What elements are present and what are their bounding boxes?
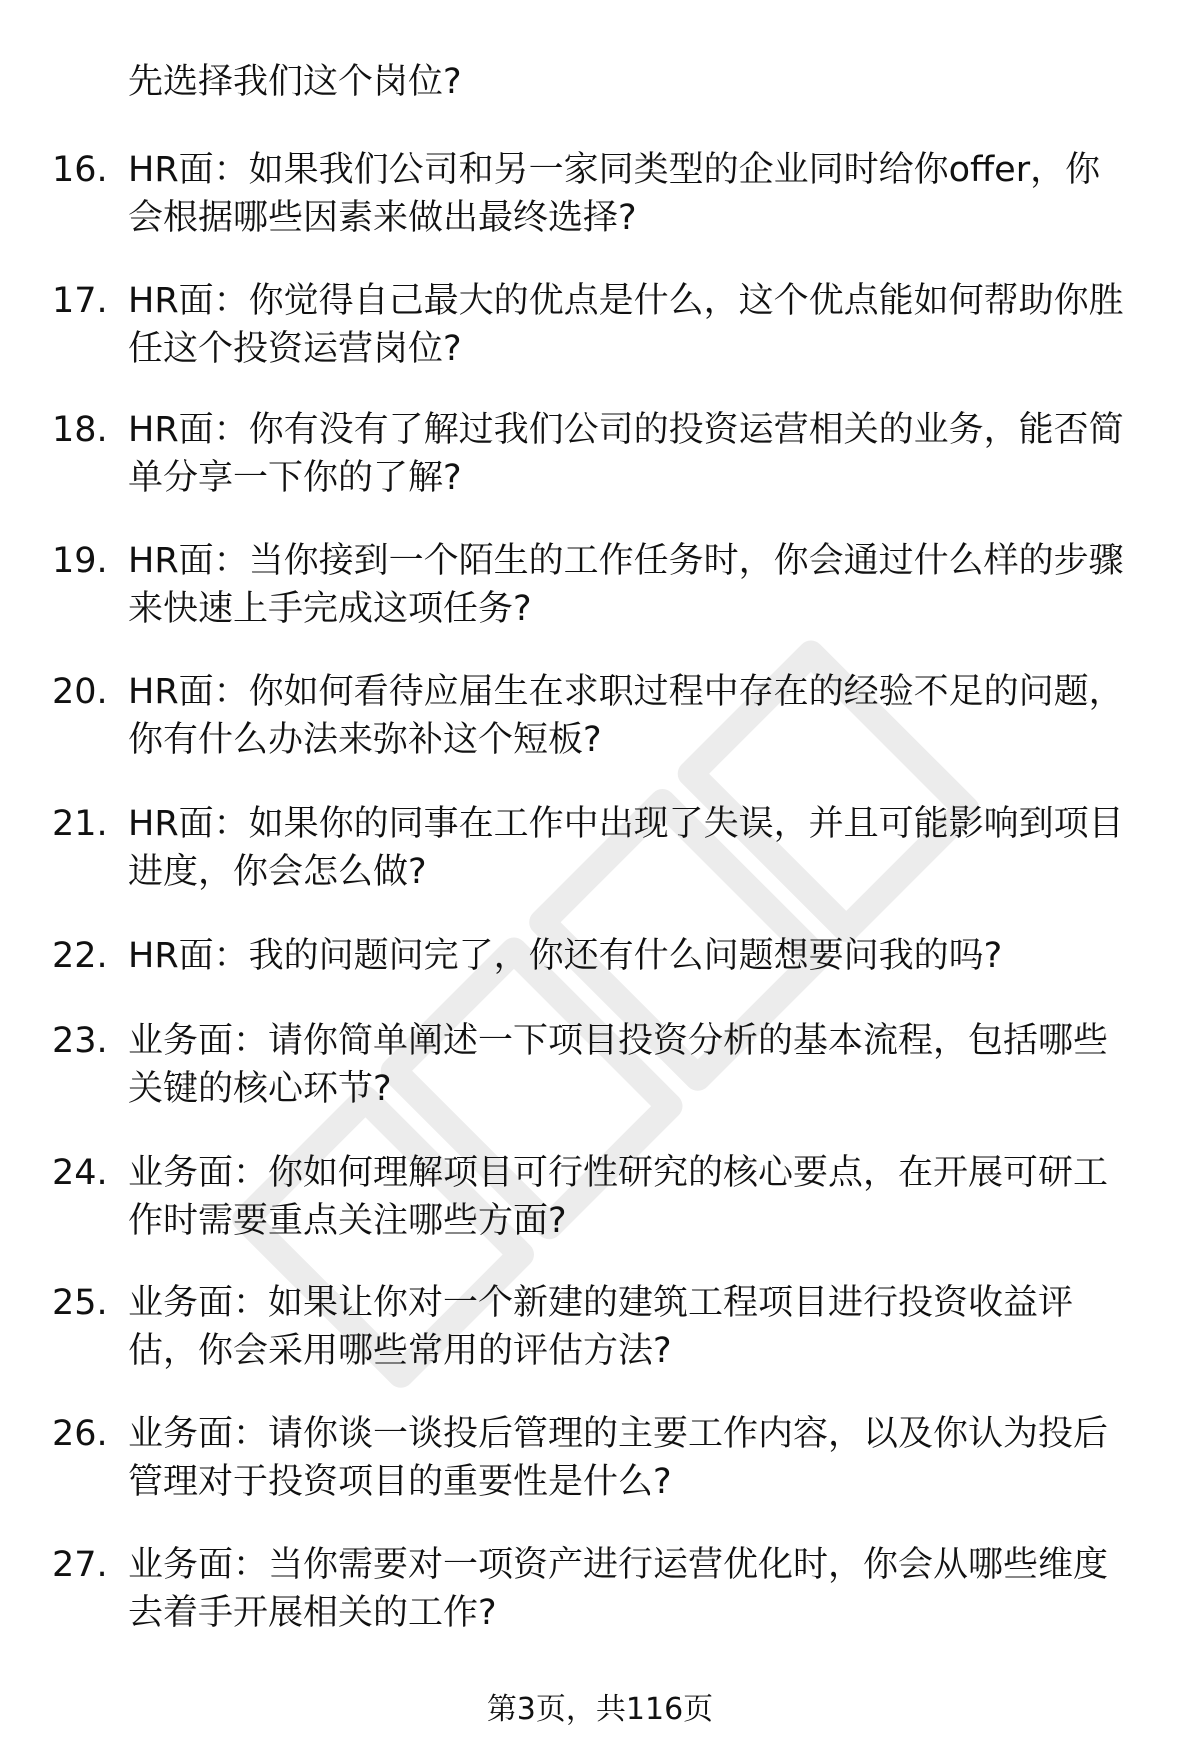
- question-number: 23.: [52, 1021, 108, 1061]
- question-number: 16.: [52, 150, 108, 190]
- question-text: [128, 1017, 1158, 1113]
- question-line: 业务面：如果让你对一个新建的建筑工程项目进行投资收益评: [128, 1283, 1074, 1323]
- question-line: HR面：你有没有了解过我们公司的投资运营相关的业务，能否简: [128, 410, 1124, 450]
- question-line: 管理对于投资项目的重要性是什么?: [128, 1462, 672, 1502]
- question-number: 27.: [52, 1545, 108, 1585]
- question-number: 26.: [52, 1414, 108, 1454]
- question-line: 估，你会采用哪些常用的评估方法?: [128, 1331, 672, 1371]
- question-text: [128, 1149, 1158, 1245]
- question-number: 22.: [52, 936, 108, 976]
- question-line: 你有什么办法来弥补这个短板?: [128, 720, 602, 760]
- question-line: 业务面：当你需要对一项资产进行运营优化时，你会从哪些维度: [128, 1545, 1109, 1585]
- question-number: 20.: [52, 672, 108, 712]
- question-line: HR面：当你接到一个陌生的工作任务时，你会通过什么样的步骤: [128, 541, 1124, 581]
- question-number: 17.: [52, 281, 108, 321]
- question-text: [128, 1410, 1158, 1506]
- question-text: [128, 668, 1158, 764]
- question-line: 进度，你会怎么做?: [128, 852, 427, 892]
- question-line: HR面：如果我们公司和另一家同类型的企业同时给你offer，你: [128, 150, 1101, 190]
- question-text: [128, 1541, 1158, 1637]
- question-line: HR面：如果你的同事在工作中出现了失误，并且可能影响到项目: [128, 804, 1124, 844]
- question-number: 25.: [52, 1283, 108, 1323]
- question-number: 18.: [52, 410, 108, 450]
- question-line: 任这个投资运营岗位?: [128, 329, 462, 369]
- question-line: 关键的核心环节?: [128, 1069, 392, 1109]
- question-text: [128, 277, 1158, 373]
- question-line: 作时需要重点关注哪些方面?: [128, 1201, 567, 1241]
- question-line: 业务面：请你简单阐述一下项目投资分析的基本流程，包括哪些: [128, 1021, 1109, 1061]
- question-text: [128, 1279, 1158, 1375]
- question-line: HR面：我的问题问完了，你还有什么问题想要问我的吗?: [128, 936, 1003, 976]
- page-footer: 第3页，共116页: [486, 1692, 714, 1727]
- question-text: [128, 932, 1158, 980]
- question-text: [128, 146, 1158, 242]
- question-line: HR面：你如何看待应届生在求职过程中存在的经验不足的问题，: [128, 672, 1124, 712]
- continued-question-text: 先选择我们这个岗位?: [128, 62, 462, 102]
- question-text: [128, 800, 1158, 896]
- question-text: [128, 406, 1158, 502]
- question-line: 来快速上手完成这项任务?: [128, 589, 532, 629]
- question-number: 24.: [52, 1153, 108, 1193]
- question-line: HR面：你觉得自己最大的优点是什么，这个优点能如何帮助你胜: [128, 281, 1124, 321]
- question-line: 会根据哪些因素来做出最终选择?: [128, 198, 637, 238]
- question-line: 去着手开展相关的工作?: [128, 1593, 497, 1633]
- question-line: 业务面：请你谈一谈投后管理的主要工作内容，以及你认为投后: [128, 1414, 1109, 1454]
- question-number: 21.: [52, 804, 108, 844]
- question-line: 业务面：你如何理解项目可行性研究的核心要点，在开展可研工: [128, 1153, 1109, 1193]
- question-number: 19.: [52, 541, 108, 581]
- question-line: 单分享一下你的了解?: [128, 458, 462, 498]
- question-text: [128, 537, 1158, 633]
